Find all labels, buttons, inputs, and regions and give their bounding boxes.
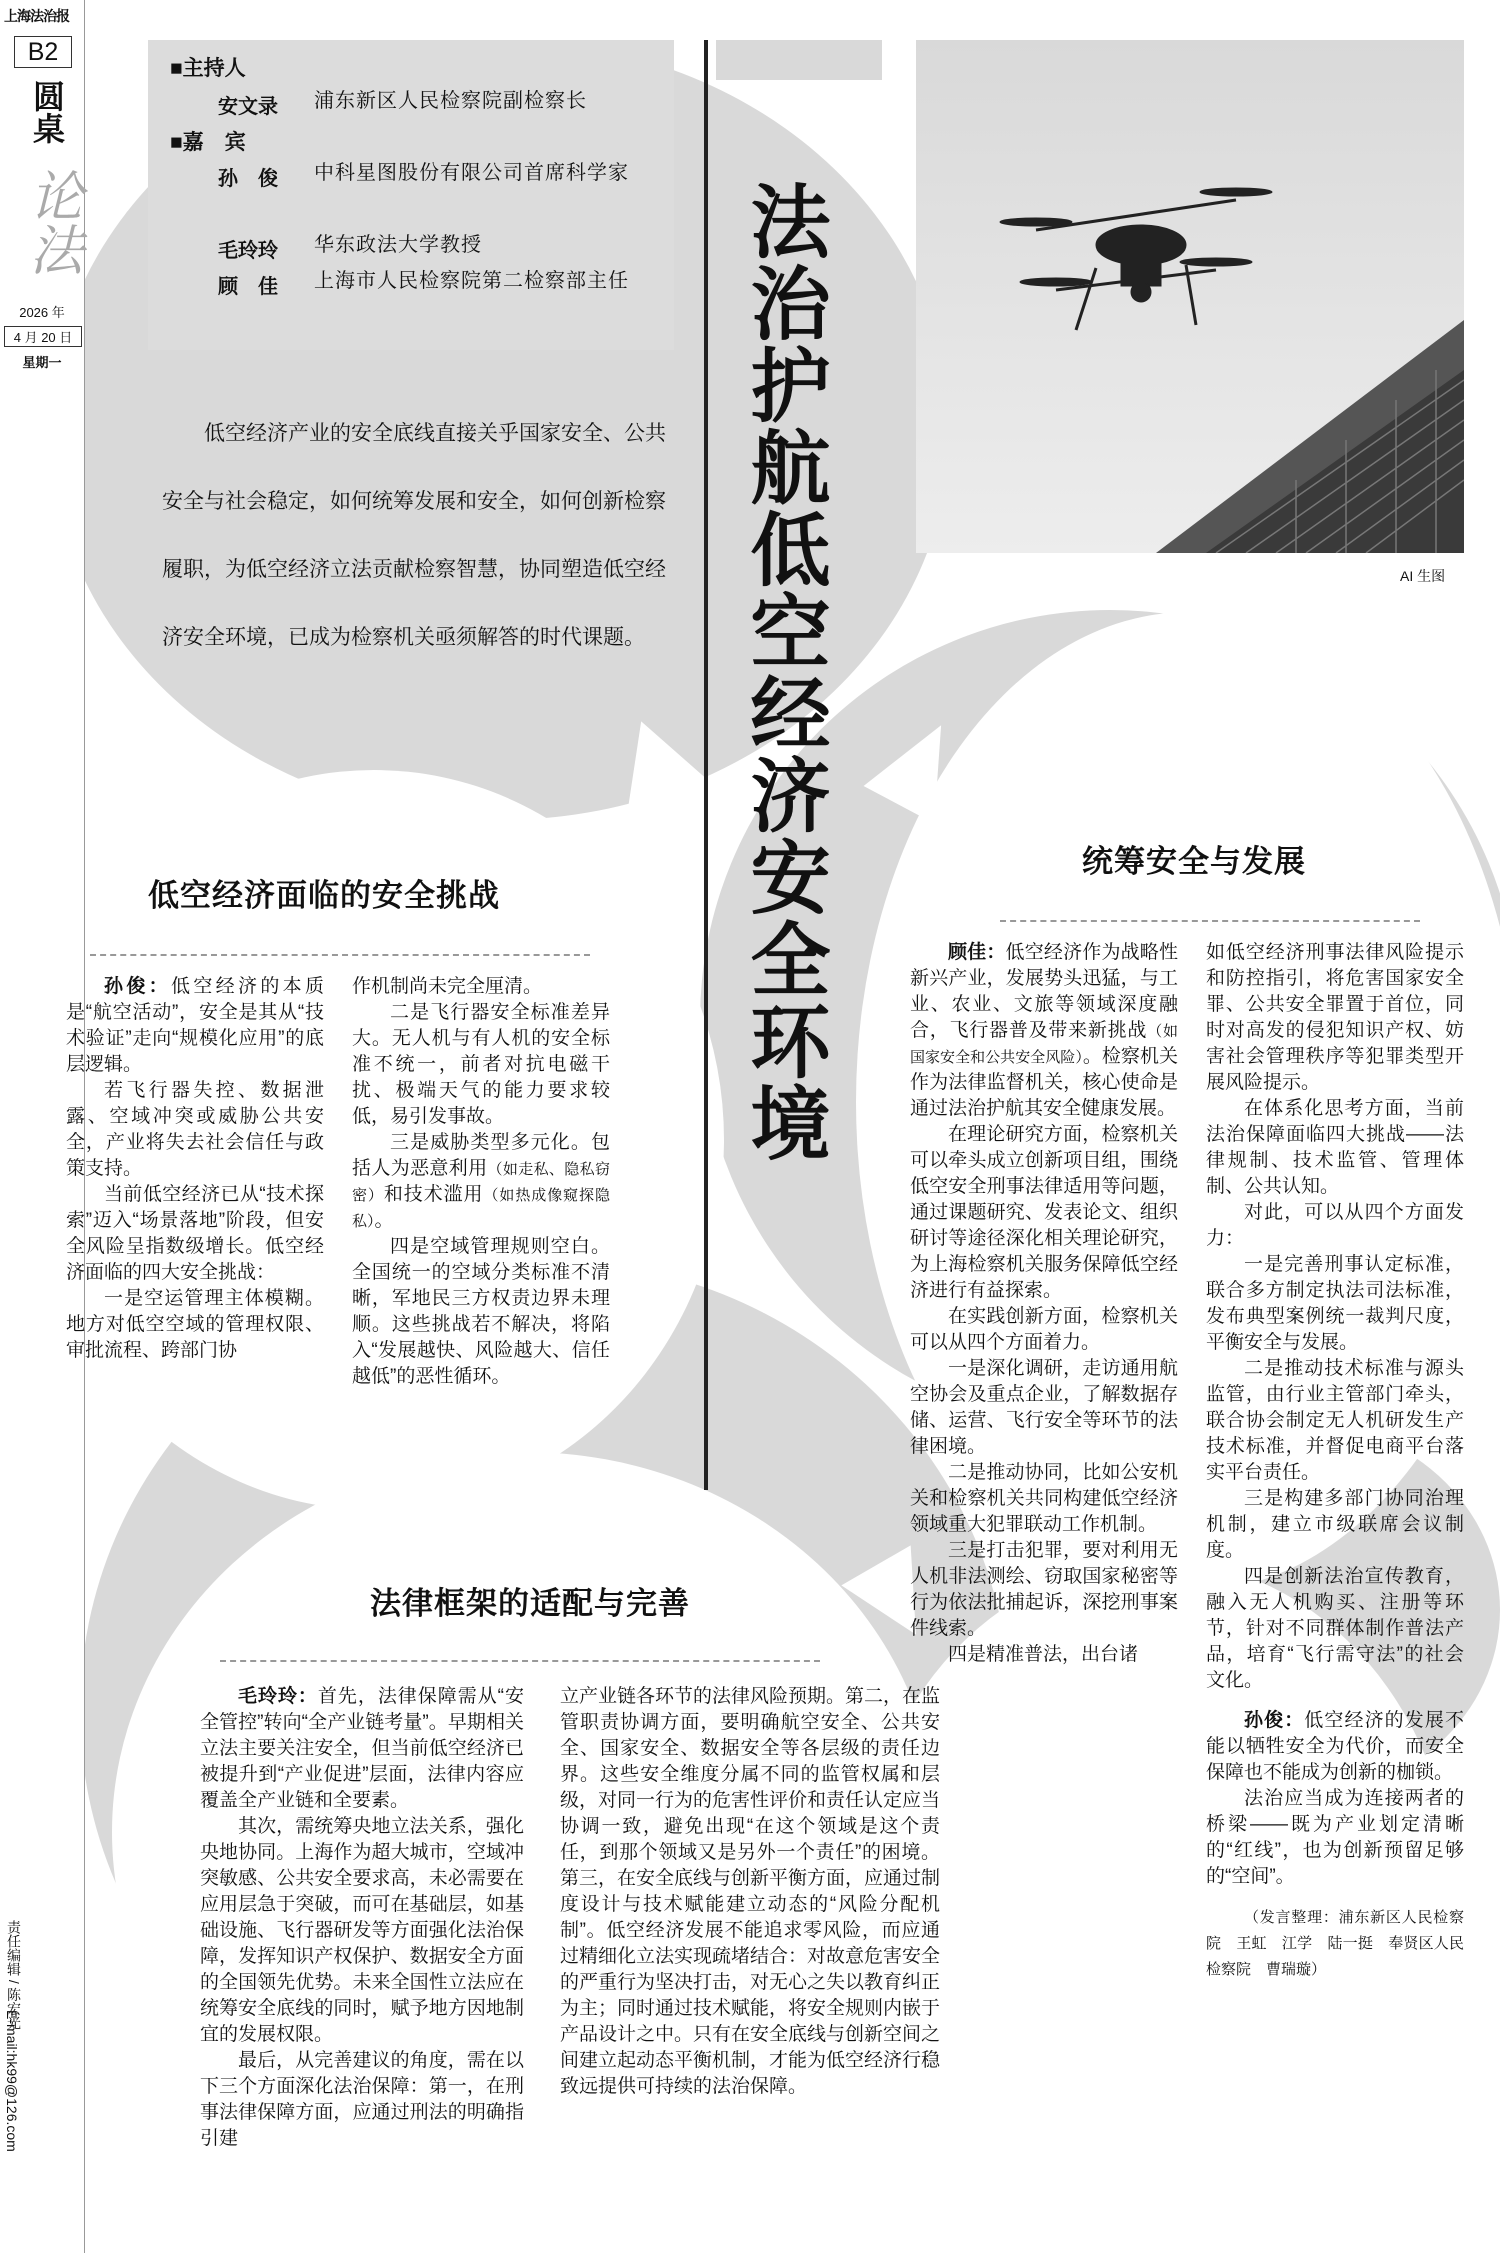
body-paragraph (1206, 1708, 1464, 1786)
column-name (24, 80, 116, 152)
body-paragraph (66, 974, 324, 1078)
host-name: 安文录 (218, 96, 278, 118)
paragraph-text: 一是完善刑事认定标准，联合多方制定执法司法标准，发布典型案例统一裁判尺度，平衡安全与发展。 (1206, 1254, 1464, 1353)
paragraph-text: 和技术滥用 (383, 1184, 484, 1205)
section-column (560, 1684, 940, 2100)
section-divider (220, 1660, 820, 1662)
paragraph-text: 四是空域管理规则空白。全国统一的空域分类标准不清晰，军地民三方权责边界未理顺。这些挑战若不解决，将陷入“发展越快、风险越大、信任越低”的恶性循环。 (352, 1236, 610, 1387)
body-paragraph (66, 1078, 324, 1182)
editor-credit: 责任编辑 / 陈宏光 (6, 1920, 22, 2030)
body-paragraph (1206, 1200, 1464, 1252)
paragraph-text: 其次，需统筹央地立法关系，强化央地协同。上海作为超大城市，空域冲突敏感、公共安全要求高，未必需要在应用层急于突破，而可在基础层，如基础设施、飞行器研发等方面强化法治保障，发挥知识产权保护、数据安全方面的全国领先优势。未来全国性立法应在统筹安全底线的同时，赋予地方因地制宜的发展权限。 (200, 1816, 524, 2045)
section-column (910, 940, 1178, 1668)
newspaper-logo: 上海法治报 (4, 9, 69, 25)
body-paragraph (1206, 940, 1464, 1096)
issue-date: 4 月 20 日 (4, 326, 82, 347)
headline-rule (704, 40, 708, 1490)
paragraph-text: 立产业链各环节的法律风险预期。第二，在监管职责协调方面，要明确航空安全、公共安全、国家安全、数据安全等各层级的责任边界。这些安全维度分属不同的监管权属和层级，对同一行为的危害性评价和责任认定应当协调一致，避免出现“在这个领域是这个责任，到那个领域又是另外一个责任”的困境。第三，在安全底线与创新平衡方面，应通过制度设计与技术赋能建立动态的“风险分配机制”。低空经济发展不能追求零风险，而应通过精细化立法实现疏堵结合：对故意危害安全的严重行为坚决打击，对无心之失以教育纠正为主；同时通过技术赋能，将安全规则内嵌于产品设计之中。只有在安全底线与创新空间之间建立起动态平衡机制，才能为低空经济行稳致远提供可持续的法治保障。 (560, 1686, 941, 2097)
body-paragraph (910, 1538, 1178, 1642)
body-paragraph (200, 1814, 524, 2048)
parenthetical-note: （发言整理：浦东新区人民检察院 王虹 江学 陆一挺 奉贤区人民检察院 曹瑞璇） (1206, 1908, 1464, 1978)
section-title: 法律框架的适配与完善 (370, 1586, 690, 1622)
guest-title: 中科星图股份有限公司首席科学家 (314, 160, 629, 184)
section-divider (1000, 920, 1420, 922)
paragraph-text: 四是创新法治宣传教育，融入无人机购买、注册等环节，针对不同群体制作普法产品，培育“飞行需守法”的社会文化。 (1206, 1566, 1464, 1691)
paragraph-text: 二是推动协同，比如公安机关和检察机关共同构建低空经济领域重大犯罪联动工作机制。 (910, 1462, 1178, 1535)
paragraph-text: 如低空经济刑事法律风险提示和防控指引，将危害国家安全罪、公共安全罪置于首位，同时对高发的侵犯知识产权、妨害社会管理秩序等犯罪类型开展风险提示。 (1206, 942, 1464, 1093)
paragraph-text: 三是威胁类型多元化。包括人为恶意利用 (352, 1132, 610, 1179)
paragraph-text: 低空经济的本质是“航空活动”，安全是其从“技术验证”走向“规模化应用”的底层逻辑。 (66, 976, 324, 1075)
subcolumn-name-text: 论法 (21, 168, 84, 276)
body-paragraph (200, 2048, 524, 2152)
body-paragraph (352, 1130, 610, 1234)
body-paragraph (910, 940, 1178, 1122)
body-paragraph (200, 1684, 524, 1814)
paragraph-text: 二是推动技术标准与源头监管，由行业主管部门牵头，联合协会制定无人机研发生产技术标准，并督促电商平台落实平台责任。 (1206, 1358, 1464, 1483)
section-column (352, 974, 610, 1390)
body-paragraph (560, 1684, 940, 2100)
parenthetical-note: （如热成像窥探隐私） (352, 1186, 610, 1230)
body-paragraph (910, 1356, 1178, 1460)
paragraph-text: 三是构建多部门协同治理机制，建立市级联席会议制度。 (1206, 1488, 1464, 1561)
section-title: 统筹安全与发展 (1082, 844, 1306, 880)
headline: 法治护航低空经济安全环境 (737, 180, 831, 1164)
body-paragraph (352, 1234, 610, 1390)
body-paragraph (910, 1304, 1178, 1356)
body-paragraph (352, 974, 610, 1000)
body-paragraph (352, 1000, 610, 1130)
page-number: B2 (14, 36, 72, 68)
paragraph-text: 四是精准普法，出台诸 (948, 1644, 1139, 1665)
column-name-text: 圆桌 (28, 80, 66, 144)
paragraph-text: 最后，从完善建议的角度，需在以下三个方面深化法治保障：第一，在刑事法律保障方面，应通过刑法的明确指引建 (200, 2050, 524, 2149)
body-paragraph (910, 1122, 1178, 1304)
paragraph-text: 。检察机关作为法律监督机关，核心使命是通过法治护航其安全健康发展。 (910, 1046, 1178, 1119)
body-paragraph (1206, 1356, 1464, 1486)
issue-year: 2026 年 (19, 305, 65, 320)
paragraph-text: 三是打击犯罪，要对利用无人机非法测绘、窃取国家秘密等行为依法批捕起诉，深挖刑事案件线索。 (910, 1540, 1178, 1639)
paragraph-text: 在体系化思考方面，当前法治保障面临四大挑战——法律规制、技术监管、管理体制、公共认知。 (1206, 1098, 1464, 1197)
body-paragraph (1206, 1564, 1464, 1694)
section-title: 低空经济面临的安全挑战 (148, 878, 500, 914)
parenthetical-note: （如国家安全和公共安全风险） (910, 1022, 1178, 1066)
drone-building-illustration (916, 40, 1464, 553)
guest-title: 华东政法大学教授 (314, 232, 482, 256)
section-column (200, 1684, 524, 2152)
host-role-label: ■主持人 (170, 57, 246, 80)
paragraph-text: 法治应当成为连接两者的桥梁——既为产业划定清晰的“红线”，也为创新预留足够的“空间”。 (1206, 1788, 1464, 1887)
paragraph-text: 一是深化调研，走访通用航空协会及重点企业，了解数据存储、运营、飞行安全等环节的法律困境。 (910, 1358, 1178, 1457)
paragraph-text: 作机制尚未完全厘清。 (352, 976, 543, 997)
speaker-name: 毛玲玲： (238, 1686, 318, 1707)
body-paragraph (910, 1460, 1178, 1538)
paragraph-text: 低空经济作为战略性新兴产业，发展势头迅猛，与工业、农业、文旅等领域深度融合，飞行器普及带来新挑战 (910, 942, 1178, 1041)
body-paragraph (66, 1286, 324, 1364)
parenthetical-note: （如走私、隐私窃密） (352, 1160, 610, 1204)
intro-paragraph: 低空经济产业的安全底线直接关乎国家安全、公共安全与社会稳定，如何统筹发展和安全，如何创新检察履职，为低空经济立法贡献检察智慧，协同塑造低空经济安全环境，已成为检察机关亟须解答的时代课题。 (162, 422, 666, 649)
editor-email: E-mail:hk99@126.com (4, 2010, 20, 2152)
body-paragraph (1206, 1096, 1464, 1200)
body-paragraph (66, 1182, 324, 1286)
photo-credit: AI 生图 (1400, 568, 1446, 584)
body-paragraph (1206, 1904, 1464, 1982)
speaker-name: 顾佳： (948, 942, 1006, 963)
paragraph-text: 低空经济的发展不能以牺牲安全为代价，而安全保障也不能成为创新的枷锁。 (1206, 1710, 1464, 1783)
paragraph-text: 若飞行器失控、数据泄露、空域冲突或威胁公共安全，产业将失去社会信任与政策支持。 (66, 1080, 324, 1179)
paragraph-text: 对此，可以从四个方面发力： (1206, 1202, 1464, 1249)
guest-name: 毛玲玲 (218, 240, 278, 262)
guest-name: 孙 俊 (218, 168, 278, 190)
guest-role-label: ■嘉 宾 (170, 131, 246, 154)
body-paragraph (1206, 1786, 1464, 1890)
paragraph-text: 。 (374, 1210, 394, 1231)
paragraph-text: 二是飞行器安全标准差异大。无人机与有人机的安全标准不统一，前者对抗电磁干扰、极端天气的能力要求较低，易引发事故。 (352, 1002, 610, 1127)
paragraph-text: 一是空运管理主体模糊。地方对低空空域的管理权限、审批流程、跨部门协 (66, 1288, 324, 1361)
guest-name: 顾 佳 (218, 276, 278, 298)
host-title: 浦东新区人民检察院副检察长 (314, 88, 587, 112)
body-paragraph (1206, 1486, 1464, 1564)
section-column (66, 974, 324, 1364)
paragraph-text: 首先，法律保障需从“安全管控”转向“全产业链考量”。早期相关立法主要关注安全，但当前低空经济已被提升到“产业促进”层面，法律内容应覆盖全产业链和全要素。 (200, 1686, 524, 1811)
paragraph-text: 当前低空经济已从“技术探索”迈入“场景落地”阶段，但安全风险呈指数级增长。低空经济面临的四大安全挑战： (66, 1184, 324, 1283)
section-column (1206, 940, 1464, 1982)
subcolumn-name (14, 168, 168, 289)
paragraph-text: 在实践创新方面，检察机关可以从四个方面着力。 (910, 1306, 1178, 1353)
body-paragraph (1206, 1252, 1464, 1356)
speaker-name: 孙俊： (1244, 1710, 1305, 1731)
section-divider (90, 954, 590, 956)
drone-icon (1000, 188, 1272, 330)
drone-photo (916, 40, 1464, 553)
body-paragraph (910, 1642, 1178, 1668)
guest-title: 上海市人民检察院第二检察部主任 (314, 268, 629, 292)
speaker-name: 孙俊： (104, 976, 171, 997)
paragraph-text: 在理论研究方面，检察机关可以牵头成立创新项目组，围绕低空安全刑事法律适用等问题，通过课题研究、发表论文、组织研讨等途径深化相关理论研究，为上海检察机关服务保障低空经济进行有益探索。 (910, 1124, 1178, 1301)
issue-weekday: 星期一 (22, 355, 62, 370)
